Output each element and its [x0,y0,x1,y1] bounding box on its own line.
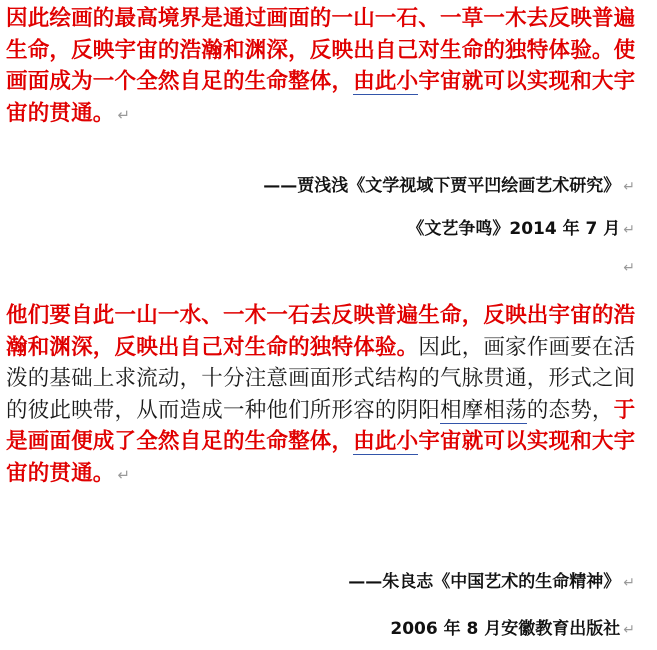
quote-2-red-text-1: 他们要自此一山一水、一木一石去反映普遍生命，反映出宇宙的浩瀚和渊深，反映出自己对生命的独特体验。 [6,303,636,360]
quote-2-underlined-term: 相摩相荡 [440,397,527,423]
empty-paragraph [623,260,635,276]
source-2-publication-text: 2006 年 8 月安徽教育出版社 [390,619,621,639]
source-2-publication [390,614,635,639]
quote-2-underlined-text: 由此小 [353,429,419,454]
quote-2-black-text: 因此，画家作画要在活泼的基础上求流动，十分注意画面形式结构的气脉贯通，形式之间的彼此映带，从而造成一种他们所形容的阴阳 [6,334,636,423]
quote-paragraph-1 [6,3,646,131]
quote-2-red-text-2: 于是画面便成了全然自足的生命整体， [6,397,636,454]
source-1-publication [407,214,635,239]
paragraph-mark-icon: ↵ [623,179,635,195]
source-2-author [348,567,635,592]
quote-1-text-end: 宇宙就可以实现和大宇宙的贯通。 [6,69,636,126]
source-1-author-text: ——贾浅浅《文学视域下贾平凹绘画艺术研究》 [263,176,621,196]
source-1-publication-text: 《文艺争鸣》2014 年 7 月 [407,219,621,239]
paragraph-mark-icon: ↵ [117,465,131,484]
paragraph-mark-icon: ↵ [623,260,635,276]
source-2-author-text: ——朱良志《中国艺术的生命精神》 [348,572,621,592]
paragraph-mark-icon: ↵ [623,622,635,638]
paragraph-mark-icon: ↵ [117,105,131,124]
paragraph-mark-icon: ↵ [623,222,635,238]
paragraph-mark-icon: ↵ [623,575,635,591]
quote-paragraph-2 [6,300,646,491]
quote-1-text: 因此绘画的最高境界是通过画面的一山一石、一草一木去反映普遍生命，反映宇宙的浩瀚和渊深，反映出自己对生命的独特体验。使画面成为一个全然自足的生命整体， [6,6,636,94]
quote-2-black-text-end: 的态势， [526,397,614,423]
quote-2-red-text-3: 宇宙就可以实现和大宇宙的贯通。 [6,429,636,486]
source-1-author [263,171,635,196]
quote-1-underlined-text: 由此小 [353,69,419,94]
